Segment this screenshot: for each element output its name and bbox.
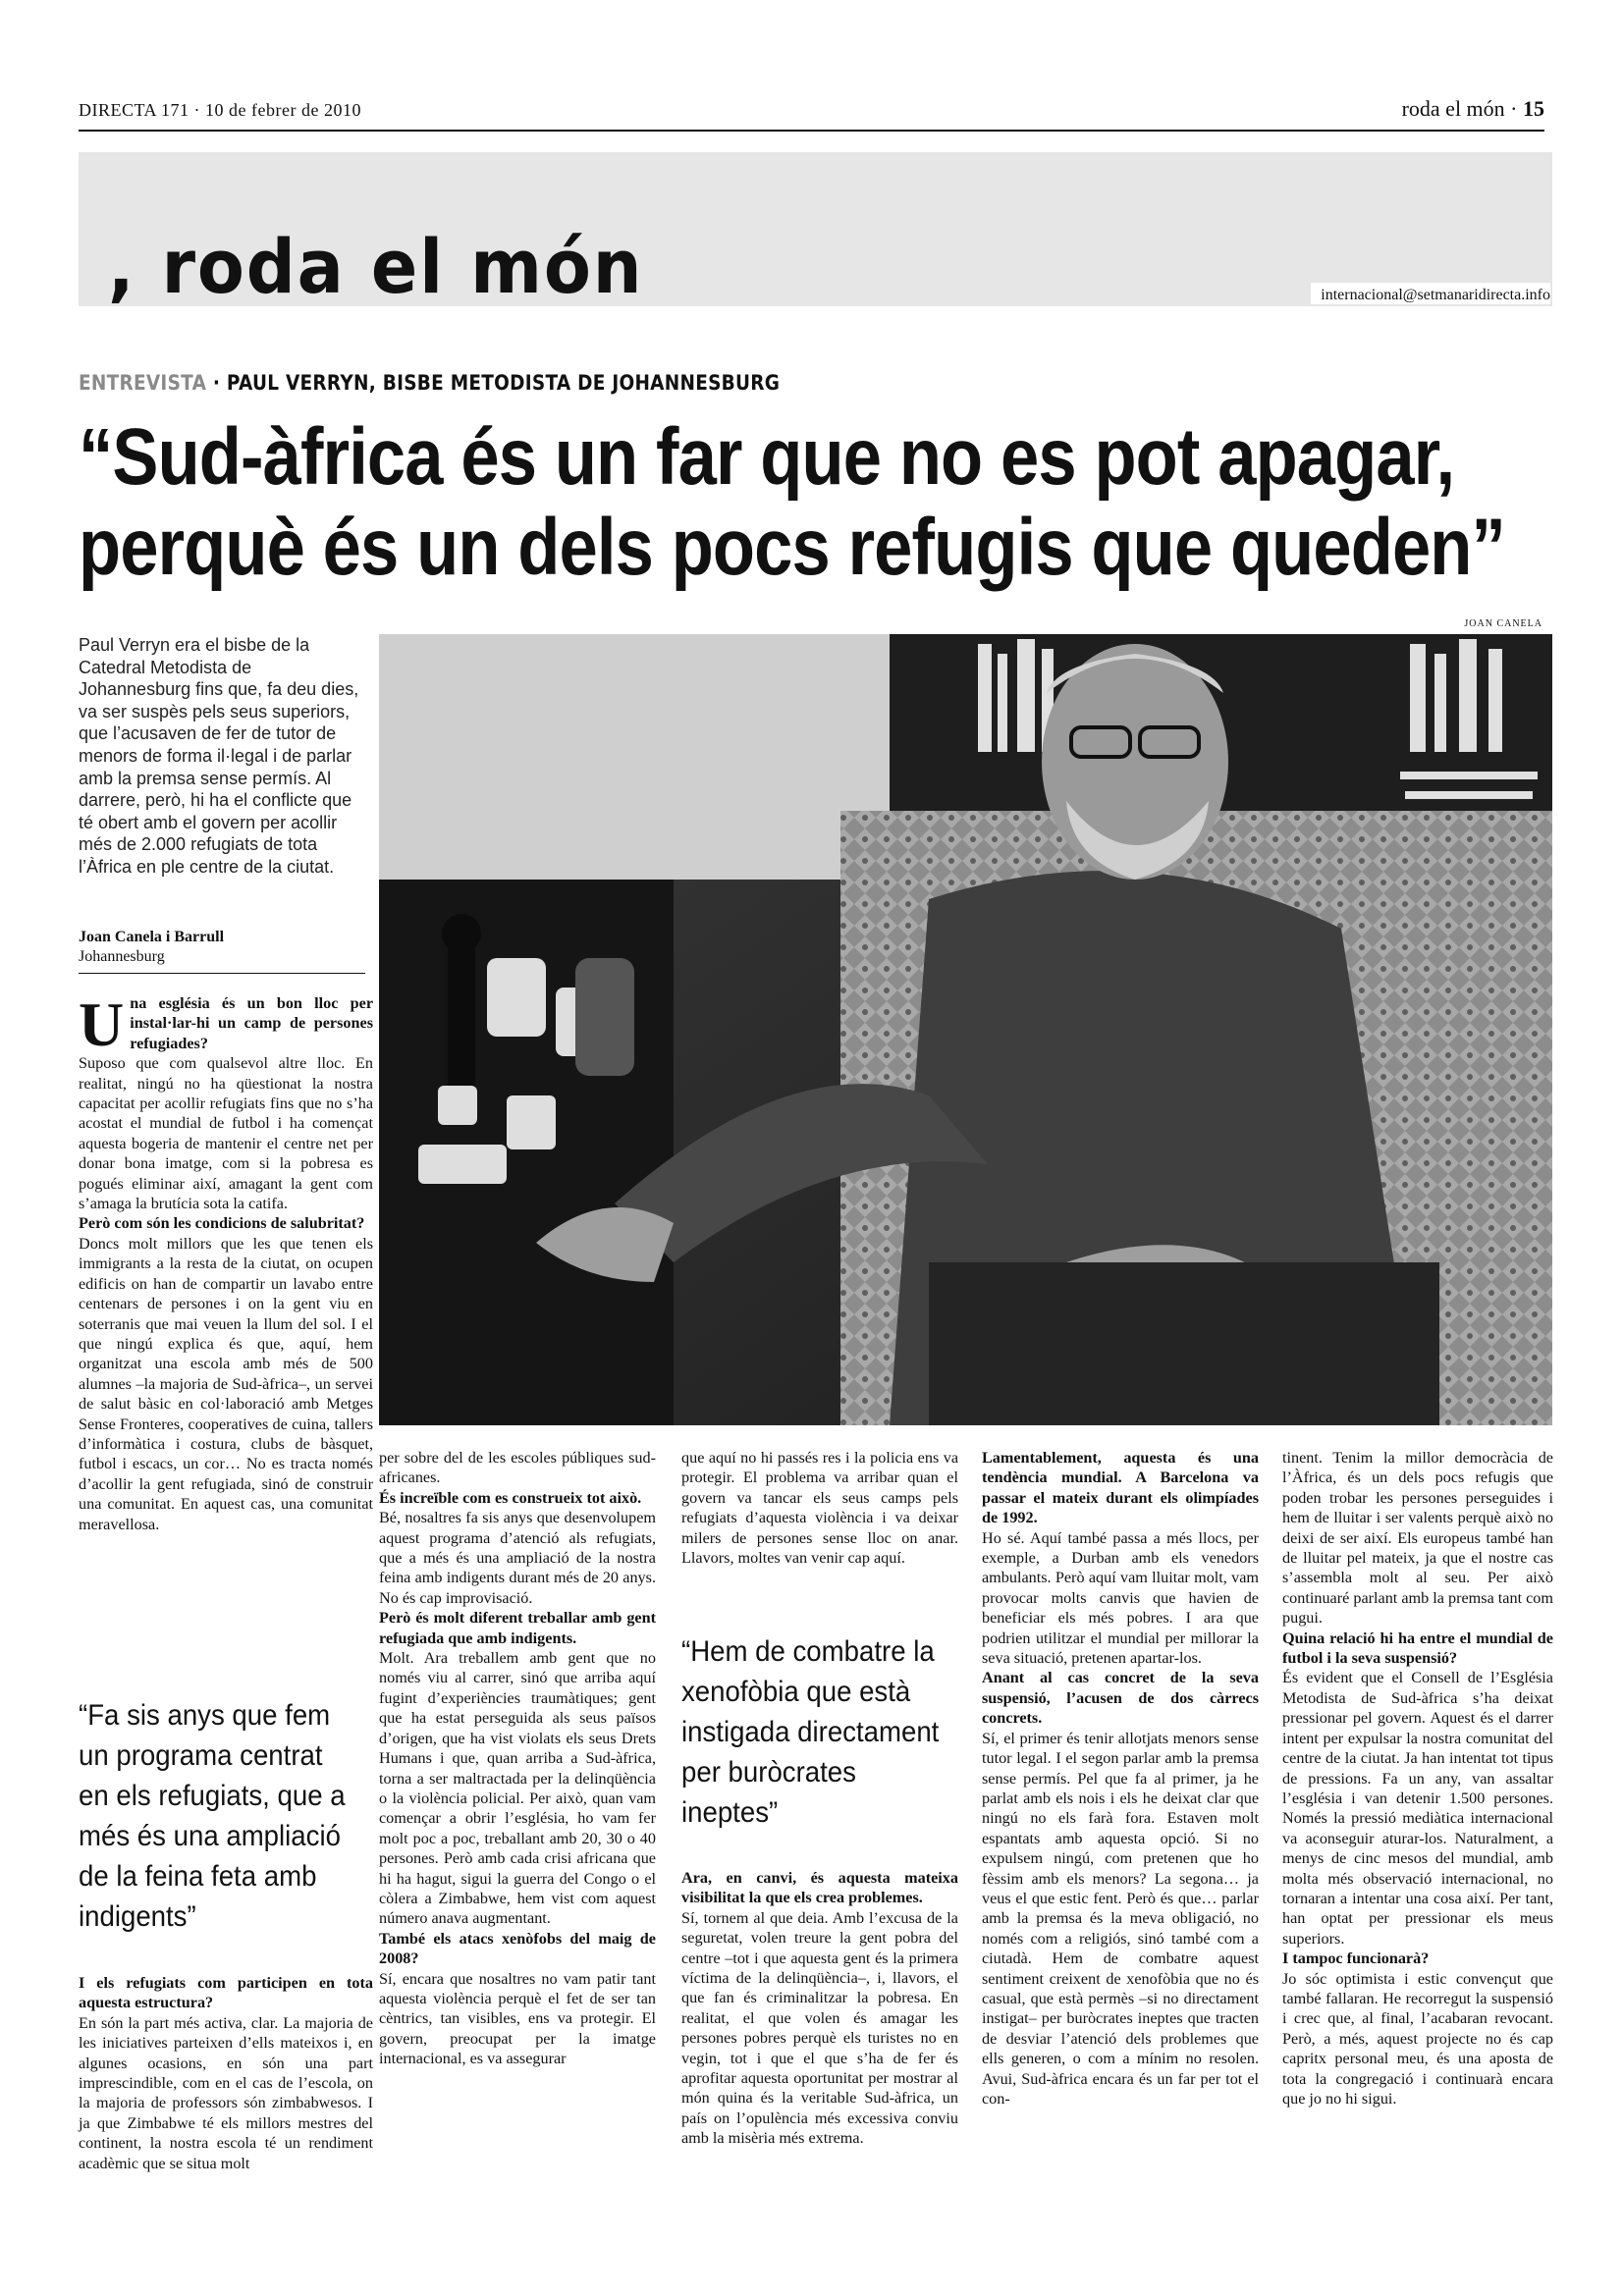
column-5 bbox=[1282, 1448, 1553, 2109]
answer: En són la part més activa, clar. La majoria de les iniciatives parteixen d’ells mateixos i, en algunes ocasions, en són una part imprescindible, com en el cas de l’escola, on la majoria de professors són zimbabwesos. I ja que Zimbabwe té els millors mestres del continent, la nostra escola té un rendiment acadèmic que se situa molt bbox=[79, 2013, 373, 2172]
byline bbox=[79, 928, 365, 974]
answer: que aquí no hi passés res i la policia ens va protegir. El problema va arribar quan el govern va tancar els seus camps pels refugiats d’aquesta violència i va deixar milers de persones sense lloc on anar. Llavors, moltes van venir cap aquí. bbox=[681, 1449, 958, 1568]
question: Però com són les condicions de salubritat? bbox=[79, 1214, 365, 1233]
pull-quote: “Hem de combatre la xenofòbia que està instigada directament per buròcrates ineptes” bbox=[681, 1635, 940, 1829]
kicker-label: ENTREVISTA bbox=[79, 371, 207, 395]
answer: per sobre del de les escoles públiques sud-africanes. bbox=[379, 1449, 656, 1487]
question: na església és un bon lloc per instal·lar-hi un camp de persones refugiades? bbox=[130, 994, 373, 1052]
drop-cap: U bbox=[79, 989, 125, 1059]
question: I tampoc funcionarà? bbox=[1282, 1949, 1430, 1968]
answer: Sí, el primer és tenir allotjats menors sense tutor legal. I el segon parlar amb la premsa sense permís. Pel que fa al primer, ja he parlat amb els nois i els he deixat clar que ningú no els farà fora. Estaven molt espantats amb aquesta opció. Si no expulsem ningú, com pretenen que ho fèssim amb els menors? La segona… ja veus el que estic fent. Però és que… parlar amb la premsa és la meva obligació, no només com a religiós, sinó també com a ciutadà. Hem de combatre aquest sentiment creixent de xenofòbia que no és casual, que està permès –si no directament instigat– per buròcrates ineptes que tracten de desviar l’atenció dels problemes que ells generen, o com a mínim no resolen. Avui, Sud-àfrica encara és un far per tot el con- bbox=[982, 1729, 1259, 2108]
page-number: 15 bbox=[1523, 96, 1544, 121]
issue-date: DIRECTA 171 · 10 de febrer de 2010 bbox=[79, 100, 361, 120]
answer: Sí, encara que nosaltres no vam patir tant aquesta violència perquè el fet de ser tan cèntrics, tan visibles, ens va protegir. El govern, preocupat per la imatge internacional, es va assegurar bbox=[379, 1969, 656, 2068]
author-name: Joan Canela i Barrull bbox=[79, 929, 225, 945]
column-1 bbox=[79, 989, 373, 1534]
kicker-text: · PAUL VERRYN, BISBE METODISTA DE JOHANNESBURG bbox=[206, 371, 781, 395]
question: I els refugiats com participen en tota aquesta estructura? bbox=[79, 1974, 373, 2012]
portrait-illustration bbox=[379, 634, 1552, 1425]
answer: Molt. Ara treballem amb gent que no només viu al carrer, sinó que arriba aquí fugint d’experiències traumàtiques; gent que ha estat perseguida als seus països d’origen, que ha vist violats els seus Drets Humans i que, quan arriba a Sud-àfrica, torna a ser maltractada per la delinqüència o la violència policial. Per això, quan vam començar a obrir l’església, ho vam fer molt poc a poc, treballant amb 20, 30 o 40 persones. Però amb cada crisi africana que hi ha hagut, sigui la guerra del Congo o el còlera a Zimbabwe, hem vist com aquest número anava augmentant. bbox=[379, 1649, 656, 1928]
kicker bbox=[79, 371, 780, 395]
column-2 bbox=[379, 1448, 656, 2069]
section-page bbox=[1402, 96, 1544, 122]
photo-credit: JOAN CANELA bbox=[1464, 618, 1542, 629]
column-1-end bbox=[79, 1973, 373, 2173]
section-banner bbox=[79, 152, 1552, 310]
question: Però és molt diferent treballar amb gent refugiada que amb indigents. bbox=[379, 1609, 656, 1647]
column-3 bbox=[681, 1448, 958, 1568]
headline-line-2: perquè és un dels pocs refugis que queden” bbox=[79, 503, 1505, 592]
answer: Bé, nosaltres fa sis anys que desenvolupem aquest programa d’atenció als refugiats, que a més és una ampliació de la nostra feina amb indigents durant més de 20 anys. No és cap improvisació. bbox=[379, 1509, 656, 1607]
question: Quina relació hi ha entre el mundial de futbol i la seva suspensió? bbox=[1282, 1629, 1553, 1668]
section-title: , roda el món bbox=[108, 223, 644, 310]
answer: Jo sóc optimista i estic convençut que també fallaran. He recorregut la suspensió i crec que, al final, l’acabaran revocant. Però, a més, aquest projecte no és cap capritx personal meu, és una aposta de tota la congregació i continuarà encara que jo no hi sigui. bbox=[1282, 1969, 1553, 2108]
headline bbox=[79, 412, 1505, 593]
answer: Ho sé. Aquí també passa a més llocs, per exemple, a Durban amb els venedors ambulants. Però aquí vam lluitar molt, vam provocar molts canvis que havien de beneficiar els més pobres. I ara que podrien utilitzar el mundial per millorar la seva situació, pretenen apartar-los. bbox=[982, 1528, 1259, 1668]
question: És increïble com es construeix tot això. bbox=[379, 1488, 642, 1507]
question: També els atacs xenòfobs del maig de 2008? bbox=[379, 1929, 656, 1968]
question: Ara, en canvi, és aquesta mateixa visibilitat la que els crea problemes. bbox=[681, 1869, 958, 1907]
question: Lamentablement, aquesta és una tendència mundial. A Barcelona va passar el mateix durant els olimpíades de 1992. bbox=[982, 1449, 1259, 1527]
folio-bar bbox=[79, 96, 1544, 132]
pull-quote: “Fa sis anys que fem un programa centrat en els refugiats, que a més és una ampliació de la feina feta amb indigents” bbox=[79, 1699, 346, 1933]
answer: Sí, tornem al que deia. Amb l’excusa de la seguretat, volen treure la gent pobra del centre –tot i que aquesta gent és la primera víctima de la delinqüència–, i, llavors, el que fan és criminalitzar la pobresa. En realitat, el que volen és amagar les persones pobres perquè els turistes no en vegin, tot i que el que s’ha de fer és aprofitar aquesta oportunitat per mostrar al món quina és la veritable Sud-àfrica, un país on l’opulència més excessiva conviu amb la misèria més extrema. bbox=[681, 1908, 958, 2148]
column-3-end bbox=[681, 1868, 958, 2149]
answer: Doncs molt millors que les que tenen els immigrants a la resta de la ciutat, on ocupen edificis on han de compartir un lavabo entre centenars de persones i on la gent viu en soterranis que mai veuen la llum del sol. I el que ningú explica és que, aquí, hem organitzat una escola amb més de 500 alumnes –la majoria de Sud-àfrica–, un servei de salut bàsic en col·laboració amb Metges Sense Fronteres, cooperatives de cuina, tallers d’informàtica i costura, clubs de bàsquet, futbol i escacs, un cor… No es tracta només d’acollir la gent refugiada, sinó de construir una comunitat. En aquest cas, una comunitat meravellosa. bbox=[79, 1234, 373, 1533]
folio-section: roda el món · bbox=[1401, 96, 1523, 121]
headline-line-1: “Sud-àfrica és un far que no es pot apagar, bbox=[79, 412, 1455, 502]
column-4 bbox=[982, 1448, 1259, 2109]
standfirst: Paul Verryn era el bisbe de la Catedral Metodista de Johannesburg fins que, fa deu dies, va ser suspès pels seus superiors, que l’acusaven de fer de tutor de menors de forma il·legal i de parlar amb la premsa sense permís. Al darrere, però, hi ha el conflicte que té obert amb el govern per acollir més de 2.000 refugiats de tota l’Àfrica en ple centre de la ciutat. bbox=[79, 635, 359, 877]
section-email[interactable]: internacional@setmanaridirecta.info bbox=[1311, 283, 1550, 304]
question: Anant al cas concret de la seva suspensió, l’acusen de dos càrrecs concrets. bbox=[982, 1669, 1259, 1728]
portrait-photo bbox=[379, 634, 1552, 1425]
answer: És evident que el Consell de l’Església Metodista de Sud-àfrica s’ha deixat pressionar pel govern. Aquest és el darrer intent per expulsar la nostra comunitat del centre de la ciutat. Ja han intentat tot tipus de pressions. Fa un any, van assaltar l’església i van detenir 1.500 persones. Només la pressió mediàtica internacional va aconseguir aturar-los. Naturalment, a menys de cinc mesos del mundial, amb molta més observació internacional, no tornaran a intentar una cosa així. Per tant, han optat per pressionar els meus superiors. bbox=[1282, 1669, 1553, 1948]
answer: tinent. Tenim la millor democràcia de l’Àfrica, és un dels pocs refugis que poden trobar les persones perseguides i hem de lluitar i ser valents perquè això no deixi de ser així. Els europeus també han de lluitar pel mateix, ja que el nostre cas s’assembla molt al seu. Per això continuaré parlant amb la premsa tant com pugui. bbox=[1282, 1449, 1553, 1628]
dateline: Johannesburg bbox=[79, 948, 165, 965]
answer: Suposo que com qualsevol altre lloc. En realitat, ningú no ha qüestionat la nostra capacitat per acollir refugiats fins que no s’ha acostat el mundial de futbol i ha començat aquesta bogeria de mantenir el centre net per donar bona imatge, com si la pobresa es pogués eliminar així, amagant la gent com s’amaga la brutícia sota la catifa. bbox=[79, 1054, 373, 1213]
